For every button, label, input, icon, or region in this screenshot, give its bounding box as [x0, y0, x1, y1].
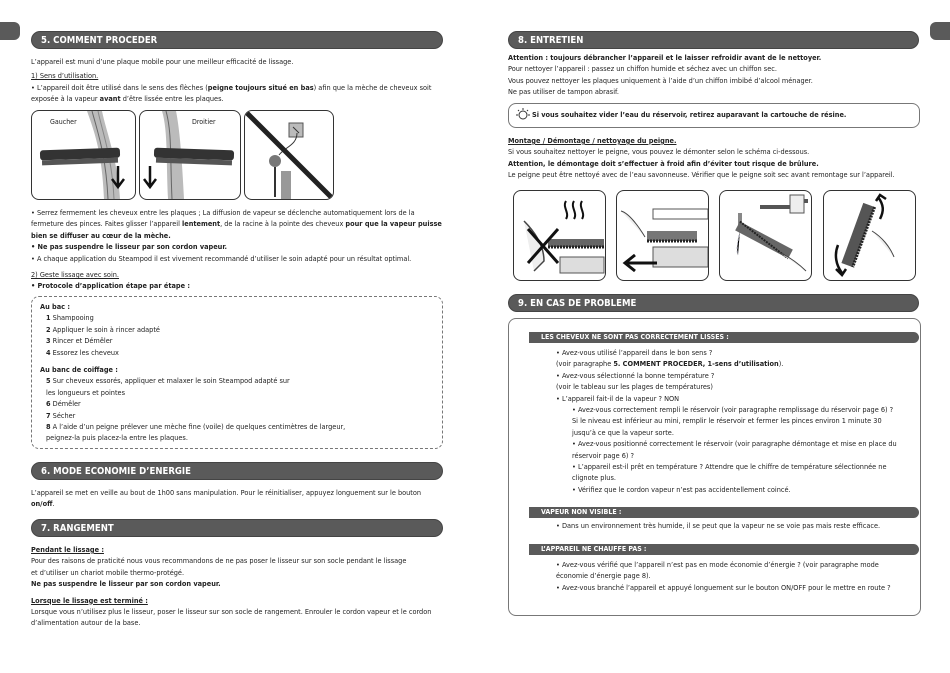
section-6-body: L’appareil se met en veille au bout de 1h00 sans manipulation. Pour le réinitialiser, appuyez longuement sur le bouton on/off. — [31, 487, 443, 510]
problem-check: • Avez-vous vérifié que l’appareil n’est pas en mode économie d’énergie ? (voir paragraphe mode — [556, 560, 879, 569]
remove-comb-illustration — [617, 191, 708, 280]
storage-text-4: d’alimentation autour de la base. — [31, 618, 141, 628]
figure-do-not-hang — [244, 110, 334, 200]
protocol-step: 1 Shampooing — [46, 313, 94, 323]
section-5-title: 5. COMMENT PROCEDER — [41, 35, 158, 46]
problem-check: • Avez-vous positionné correctement le réservoir (voir paragraphe démontage et mise en place du — [572, 439, 897, 449]
problem-check: • Avez-vous utilisé l’appareil dans le bon sens ? — [556, 348, 713, 357]
comb-warning: Attention, le démontage doit s’effectuer à froid afin d’éviter tout risque de brûlure. — [508, 158, 819, 168]
storage-text-3: Lorsque vous n’utilisez plus le lisseur, poser le lisseur sur son socle de rangement. Enrouler le cordon vapeur et le cordon — [31, 607, 432, 617]
problem-check: • L’appareil fait-il de la vapeur ? NON — [556, 393, 680, 403]
subheading-comb: Montage / Démontage / nettoyage du peigne. — [508, 136, 677, 145]
section-8-header — [508, 31, 919, 49]
figure-droitier — [139, 110, 241, 200]
protocol-heading: • Protocole d’application étape par étape : — [31, 281, 190, 291]
reinstall-comb-illustration — [824, 191, 915, 280]
problem-check: jusqu’à ce que la vapeur sorte. — [572, 427, 674, 437]
problem-check: • Vérifiez que le cordon vapeur n’est pas accidentellement coincé. — [572, 484, 791, 494]
comb-section — [508, 135, 919, 181]
problem-check: économie d’énergie page 8). — [556, 571, 651, 581]
protocol-step: 7 Sécher — [46, 410, 76, 420]
label-gaucher: Gaucher — [50, 118, 77, 126]
problem-header-no-steam: VAPEUR NON VISIBLE : — [529, 507, 919, 518]
bullet-care: • A chaque application du Steampod il est vivement recommandé d’utiliser le soin adapté pour un résultat optimal. — [31, 253, 412, 263]
section-8-body — [508, 52, 919, 98]
section-7-body — [31, 544, 443, 629]
section-9-title: 9. EN CAS DE PROBLEME — [518, 298, 637, 309]
problem-check: Si le niveau est inférieur au mini, remplir le réservoir et fermer les pinces environ 1 minute 30 — [572, 416, 882, 426]
section-5-intro: L’appareil est muni d’une plaque mobile pour une meilleur efficacité de lissage. — [31, 57, 294, 66]
protocol-step: 4 Essorez les cheveux — [46, 347, 119, 357]
problem-check: réservoir page 6) ? — [572, 450, 635, 460]
comb-line-1: Si vous souhaitez nettoyer le peigne, vous pouvez le démonter selon le schéma ci-dessous. — [508, 147, 810, 157]
section-8-title: 8. ENTRETIEN — [518, 35, 584, 46]
subheading-termine: Lorsque le lissage est terminé : — [31, 595, 148, 605]
eco-text: L’appareil se met en veille au bout de 1h00 sans manipulation. Pour le réinitialiser, appuyez longuement sur le bouton — [31, 488, 422, 497]
problem-list-not-smooth — [540, 347, 920, 495]
protocol-step-continued: les longueurs et pointes — [46, 387, 126, 397]
section-7-header — [31, 519, 443, 537]
tip-text: Si vous souhaitez vider l’eau du réservoir, retirez auparavant la cartouche de résine. — [532, 110, 847, 119]
lightbulb-icon — [515, 108, 531, 125]
coif-title: Au banc de coiffage : — [40, 365, 118, 375]
bullet-no-hang: • Ne pas suspendre le lisseur par son cordon vapeur. — [31, 242, 228, 252]
problem-check: (voir paragraphe 5. COMMENT PROCEDER, 1-sens d’utilisation). — [556, 359, 784, 369]
tip-box — [508, 103, 920, 128]
section-5-intro-block — [31, 56, 443, 105]
protocol-step: 8 A l’aide d’un peigne prélever une mèche fine (voile) de quelques centimètres de largeur, — [46, 422, 346, 432]
maintenance-warning: Attention : toujours débrancher l’appareil et le laisser refroidir avant de le nettoyer. — [508, 53, 822, 62]
maintenance-line-4: Ne pas utiliser de tampon abrasif. — [508, 87, 619, 97]
storage-text-1: Pour des raisons de praticité nous vous recommandons de ne pas poser le lisseur sur son socle pendant le lissage — [31, 556, 407, 566]
subheading-sens: 1) Sens d’utilisation. — [31, 71, 99, 81]
comb-line-3: Le peigne peut être nettoyé avec de l’eau savonneuse. Vérifier que le peigne soit sec avant remontage sur l’appareil. — [508, 170, 895, 180]
hair-straightener-illustration-left — [32, 111, 135, 199]
problem-check: • L’appareil est-il prêt en température ? Attendre que le chiffre de température sélectionnée ne — [572, 462, 887, 472]
section-9-header — [508, 294, 919, 312]
bullet-steam: • Serrez fermement les cheveux entre les plaques ; La diffusion de vapeur se déclenche automatiquement lors de la — [31, 208, 415, 217]
paragraph-sens-2: exposée à la vapeur avant d’être lissée entre les plaques. — [31, 94, 224, 104]
paragraph-sens: • L’appareil doit être utilisé dans le sens des flèches (peigne toujours situé en bas) afin que la mèche de cheveux soit — [31, 82, 432, 92]
problem-header-not-smooth: LES CHEVEUX NE SONT PAS CORRECTEMENT LISSES : — [529, 332, 919, 343]
wash-comb-illustration — [720, 191, 811, 280]
protocol-content — [40, 301, 435, 444]
problem-no-steam-text: • Dans un environnement très humide, il se peut que la vapeur ne se voie pas mais reste efficace. — [556, 521, 881, 530]
protocol-step-continued: peignez-la puis placez-la entre les plaques. — [46, 433, 188, 443]
section-6-header — [31, 462, 443, 480]
problem-check: • Avez-vous branché l’appareil et appuyé longuement sur le bouton ON/OFF pour le mettre en route ? — [556, 582, 891, 592]
page-tab-right — [930, 22, 950, 40]
bac-list — [40, 312, 435, 358]
cold-comb-illustration — [514, 191, 605, 280]
figure-comb-4 — [823, 190, 916, 281]
figure-comb-2 — [616, 190, 709, 281]
page-tab-left — [0, 22, 20, 40]
section-6-title: 6. MODE ECONOMIE D’ENERGIE — [41, 466, 191, 477]
hair-straightener-illustration-right — [140, 111, 240, 199]
storage-warning: Ne pas suspendre le lisseur par son cordon vapeur. — [31, 579, 221, 589]
problem-check: • Avez-vous sélectionné la bonne température ? — [556, 370, 715, 380]
protocol-step: 6 Démêler — [46, 399, 81, 409]
problem-check: • Avez-vous correctement rempli le réservoir (voir paragraphe remplissage du réservoir page 6) ? — [572, 405, 894, 415]
storage-text-2: et d’utiliser un chariot mobile thermo-protégé. — [31, 567, 185, 577]
section-7-title: 7. RANGEMENT — [41, 523, 114, 534]
section-5-header — [31, 31, 443, 49]
problem-header-no-heat: L’APPAREIL NE CHAUFFE PAS : — [529, 544, 919, 555]
figure-gaucher — [31, 110, 136, 200]
prohibited-icon — [245, 111, 333, 199]
coif-list — [40, 375, 435, 443]
problem-list-no-heat — [556, 559, 916, 593]
label-droitier: Droitier — [192, 118, 216, 126]
maintenance-line-2: Pour nettoyer l’appareil : passez un chiffon humide et séchez avec un chiffon sec. — [508, 64, 777, 74]
bullet-steam-3: bien se diffuser au cœur de la mèche. — [31, 230, 171, 240]
subheading-pendant: Pendant le lissage : — [31, 545, 104, 554]
bullet-steam-2: fermeture des pinces. Faites glisser l’appareil lentement, de la racine à la pointe des cheveux pour que la vapeur puisse — [31, 219, 442, 229]
subheading-geste: 2) Geste lissage avec soin. — [31, 270, 120, 280]
protocol-step: 3 Rincer et Démêler — [46, 336, 113, 346]
eco-onoff: on/off — [31, 499, 53, 509]
section-5-bullets — [31, 207, 443, 292]
figure-comb-1 — [513, 190, 606, 281]
protocol-step: 5 Sur cheveux essorés, appliquer et malaxer le soin Steampod adapté sur — [46, 376, 290, 386]
protocol-step: 2 Appliquer le soin à rincer adapté — [46, 324, 160, 334]
problem-check: (voir le tableau sur les plages de températures) — [556, 382, 713, 392]
maintenance-line-3: Vous pouvez nettoyer les plaques uniquement à l’aide d’un chiffon imbibé d’alcool ménager. — [508, 75, 813, 85]
problem-check: clignote plus. — [572, 473, 616, 483]
bac-title: Au bac : — [40, 302, 70, 311]
figure-comb-3 — [719, 190, 812, 281]
